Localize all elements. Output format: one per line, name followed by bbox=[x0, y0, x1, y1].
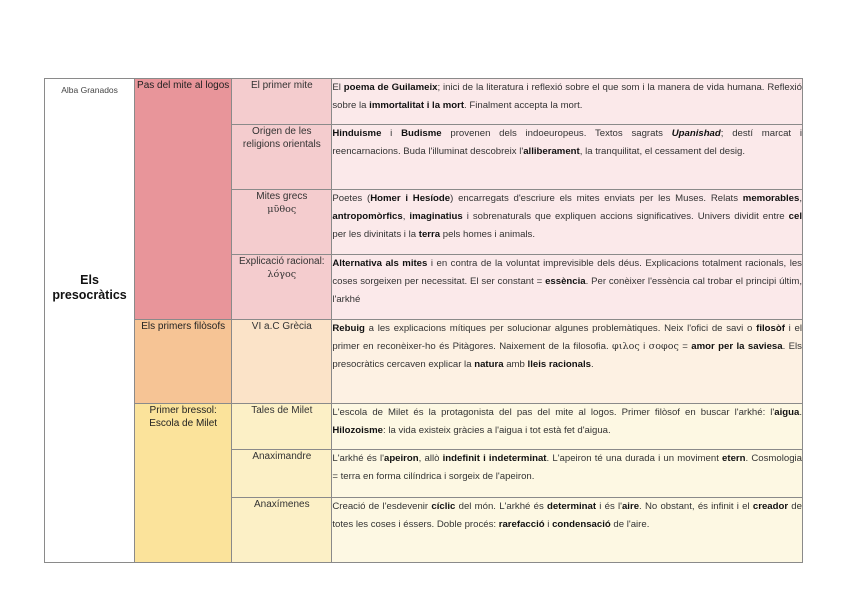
summary-table bbox=[44, 78, 803, 563]
description-cell bbox=[332, 320, 803, 404]
bold-term: immortalitat i la mort bbox=[369, 100, 465, 111]
description-cell bbox=[332, 125, 803, 190]
topic-label: Mites grecs bbox=[256, 191, 308, 202]
text-segment: amb bbox=[503, 359, 528, 370]
text-segment: L'escola de Milet és la protagonista del pas del mite al logos. Primer filòsof en buscar l'arkhé: l' bbox=[332, 407, 775, 418]
bold-term: natura bbox=[474, 359, 504, 370]
text-segment: per les divinitats i la bbox=[332, 229, 419, 240]
topic-greek: λόγος bbox=[267, 269, 297, 280]
bold-term: apeiron bbox=[383, 453, 419, 464]
bold-term: Hilozoisme bbox=[332, 425, 384, 436]
topic-cell: Origen de les religions orientals bbox=[232, 125, 332, 190]
page-title: Els presocràtics bbox=[52, 273, 127, 302]
text-segment: pels homes i animals. bbox=[440, 229, 536, 240]
text-segment: del món. L'arkhé és bbox=[455, 501, 547, 512]
text-segment: Creació de l'esdevenir bbox=[332, 501, 432, 512]
bold-term: Alternativa als mites bbox=[332, 258, 428, 269]
bold-term: creador bbox=[752, 501, 789, 512]
text-segment: i bbox=[544, 519, 553, 530]
description-cell bbox=[332, 404, 803, 450]
bold-term: determinat bbox=[546, 501, 597, 512]
bold-term: terra bbox=[418, 229, 441, 240]
text-segment: . Finalment accepta la mort. bbox=[464, 100, 583, 111]
topic-cell: El primer mite bbox=[232, 79, 332, 125]
text-segment: ; destí marcat i reencarnacions. Buda l'illuminat descobreix l' bbox=[332, 128, 802, 157]
topic-cell bbox=[232, 190, 332, 255]
text-segment: , bbox=[799, 193, 802, 204]
topic-cell: Anaximandre bbox=[232, 450, 332, 498]
bold-term: etern bbox=[722, 453, 746, 464]
description-cell bbox=[332, 255, 803, 320]
text-segment: a les explicacions mítiques per solucionar algunes problemàtiques. Neix l'ofici de savi o bbox=[364, 323, 757, 334]
topic-cell: VI a.C Grècia bbox=[232, 320, 332, 404]
description-cell bbox=[332, 450, 803, 498]
text-segment: Poetes ( bbox=[332, 193, 371, 204]
text-segment: : la vida existeix gràcies a l'aigua i tot està fet d'aigua. bbox=[383, 425, 611, 436]
text-segment: . Cosmologia = terra en forma cilíndrica i sorgeix de l'apeiron. bbox=[332, 453, 803, 482]
text-segment: i el primer en reconèixer-ho és Pitàgores. Naixement de la filosofia. bbox=[332, 323, 802, 352]
text-segment: . bbox=[799, 407, 802, 418]
topic-label: Explicació racional: bbox=[238, 256, 325, 267]
text-segment: L'arkhé és l' bbox=[332, 453, 384, 464]
greek-term: σοφος bbox=[648, 341, 679, 352]
bold-term: antropomòrfics bbox=[332, 211, 403, 222]
topic-cell: Anaxímenes bbox=[232, 498, 332, 563]
text-segment: i és l' bbox=[596, 501, 622, 512]
text-segment: . Per conèixer l'essència cal trobar el principi últim, l'arkhé bbox=[332, 276, 802, 305]
text-segment: . L'apeiron té una durada i un moviment bbox=[546, 453, 723, 464]
bold-term: memorables bbox=[742, 193, 800, 204]
section-name: Pas del mite al logos bbox=[135, 79, 232, 320]
bold-term: lleis racionals bbox=[527, 359, 591, 370]
bold-term: cel bbox=[788, 211, 802, 222]
bold-term: Rebuig bbox=[332, 323, 365, 334]
text-segment: , allò bbox=[418, 453, 443, 464]
section-name: Primer bressol: Escola de Milet bbox=[135, 404, 232, 563]
topic-cell bbox=[232, 255, 332, 320]
text-segment: i bbox=[381, 128, 402, 139]
bold-term: aire bbox=[621, 501, 640, 512]
bold-term: rarefacció bbox=[498, 519, 545, 530]
bold-term: essència bbox=[545, 276, 586, 287]
bold-term: amor per la saviesa bbox=[691, 341, 783, 352]
bold-term: indefinit i indeterminat bbox=[442, 453, 547, 464]
bold-term: imaginatius bbox=[409, 211, 463, 222]
text-segment: . No obstant, és infinit i el bbox=[639, 501, 753, 512]
description-cell bbox=[332, 498, 803, 563]
text-segment: de l'aire. bbox=[610, 519, 650, 530]
description-cell bbox=[332, 190, 803, 255]
author-name: Alba Granados bbox=[61, 85, 118, 95]
text-segment: ; inici de la literatura i reflexió sobre el que som i la manera de vida humana. Reflexió sobre la bbox=[332, 82, 802, 111]
text-segment: i bbox=[639, 341, 649, 352]
title-column bbox=[45, 79, 135, 563]
text-segment: ) encarregats d'escriure els mites enviats per les Muses. Relats bbox=[450, 193, 743, 204]
topic-cell: Tales de Milet bbox=[232, 404, 332, 450]
text-segment: . Els presocràtics cercaven explicar la bbox=[332, 341, 802, 370]
topic-greek: μῦθος bbox=[267, 204, 297, 215]
text-segment: El bbox=[332, 82, 344, 93]
bold-term: alliberament bbox=[523, 146, 580, 157]
description-cell bbox=[332, 79, 803, 125]
text-segment: de totes les coses i éssers. Doble procés: bbox=[332, 501, 802, 530]
bold-term: Budisme bbox=[401, 128, 442, 139]
italic-term: Upanishad bbox=[671, 128, 721, 139]
bold-term: Homer i Hesíode bbox=[370, 193, 451, 204]
bold-term: condensació bbox=[552, 519, 611, 530]
bold-term: Hinduisme bbox=[332, 128, 382, 139]
text-segment: . bbox=[591, 359, 594, 370]
bold-term: cíclic bbox=[431, 501, 456, 512]
section-name: Els primers filòsofs bbox=[135, 320, 232, 404]
text-segment: , la tranquilitat, el cessament del desig. bbox=[579, 146, 746, 157]
text-segment: , bbox=[402, 211, 410, 222]
text-segment: i en contra de la voluntat imprevisible dels déus. Explicacions totalment racionals, les coses sorgeixen per necessitat. El ser constant = bbox=[332, 258, 802, 287]
text-segment: provenen dels indoeuropeus. Textos sagrats bbox=[441, 128, 672, 139]
bold-term: aigua bbox=[774, 407, 800, 418]
bold-term: poema de Guilameix bbox=[343, 82, 438, 93]
text-segment: = bbox=[678, 341, 692, 352]
text-segment: i sobrenaturals que expliquen accions significatives. Univers dividit entre bbox=[462, 211, 789, 222]
bold-term: filosòf bbox=[756, 323, 785, 334]
greek-term: φιλος bbox=[612, 341, 640, 352]
